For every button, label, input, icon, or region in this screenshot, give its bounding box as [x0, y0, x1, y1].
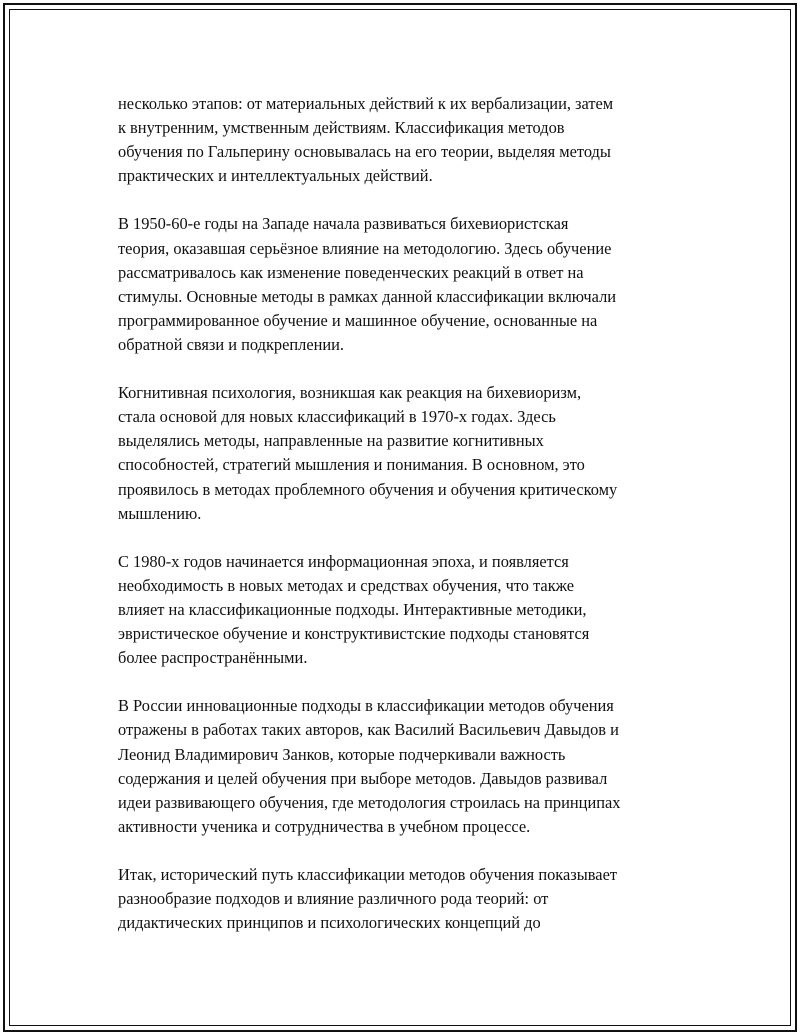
paragraph-information-era: С 1980-х годов начинается информационная эпоха, и появляется необходимость в новых методах и средствах обучения, что также влияет на классификационные подходы. Интерактивные методики, эвристическое обучение и конструктивистские подходы становятся более распространёнными. [118, 551, 590, 668]
paragraph-russia: В России инновационные подходы в классификации методов обучения отражены в работах таких авторов, как Василий Васильевич Давыдов и Леонид Владимирович Занков, которые подчеркивали важность содержания и целей обучения при выборе методов. Давыдов развивал идеи развивающего обучения, где методология строилась на принципах активности ученика и сотрудничества в учебном процессе. [118, 696, 621, 836]
paragraph-conclusion: Итак, исторический путь классификации методов обучения показывает разнообразие подходов и влияние различного рода теорий: от дидактических принципов и психологических концепций до [118, 865, 618, 933]
paragraph-cognitive-psychology: Когнитивная психология, возникшая как реакция на бихевиоризм, стала основой для новых классификаций в 1970-х годах. Здесь выделялись методы, направленные на развитие когнитивных способностей, стратегий мышления и понимания. В основном, это проявилось в методах проблемного обучения и обучения критическому мышлению. [118, 383, 618, 523]
paragraph-behaviorism: В 1950-60-е годы на Западе начала развиваться бихевиористская теория, оказавшая серьёзное влияние на методологию. Здесь обучение рассматривалось как изменение поведенческих реакций в ответ на стимулы. Основные методы в рамках данной классификации включали программированное обучение и машинное обучение, основанные на обратной связи и подкреплении. [118, 214, 617, 354]
page-body [118, 92, 693, 935]
paragraph-galperin: несколько этапов: от материальных действий к их вербализации, затем к внутренним, умственным действиям. Классификация методов обучения по Гальперину основывалась на его теории, выделяя методы практических и интеллектуальных действий. [118, 94, 614, 186]
